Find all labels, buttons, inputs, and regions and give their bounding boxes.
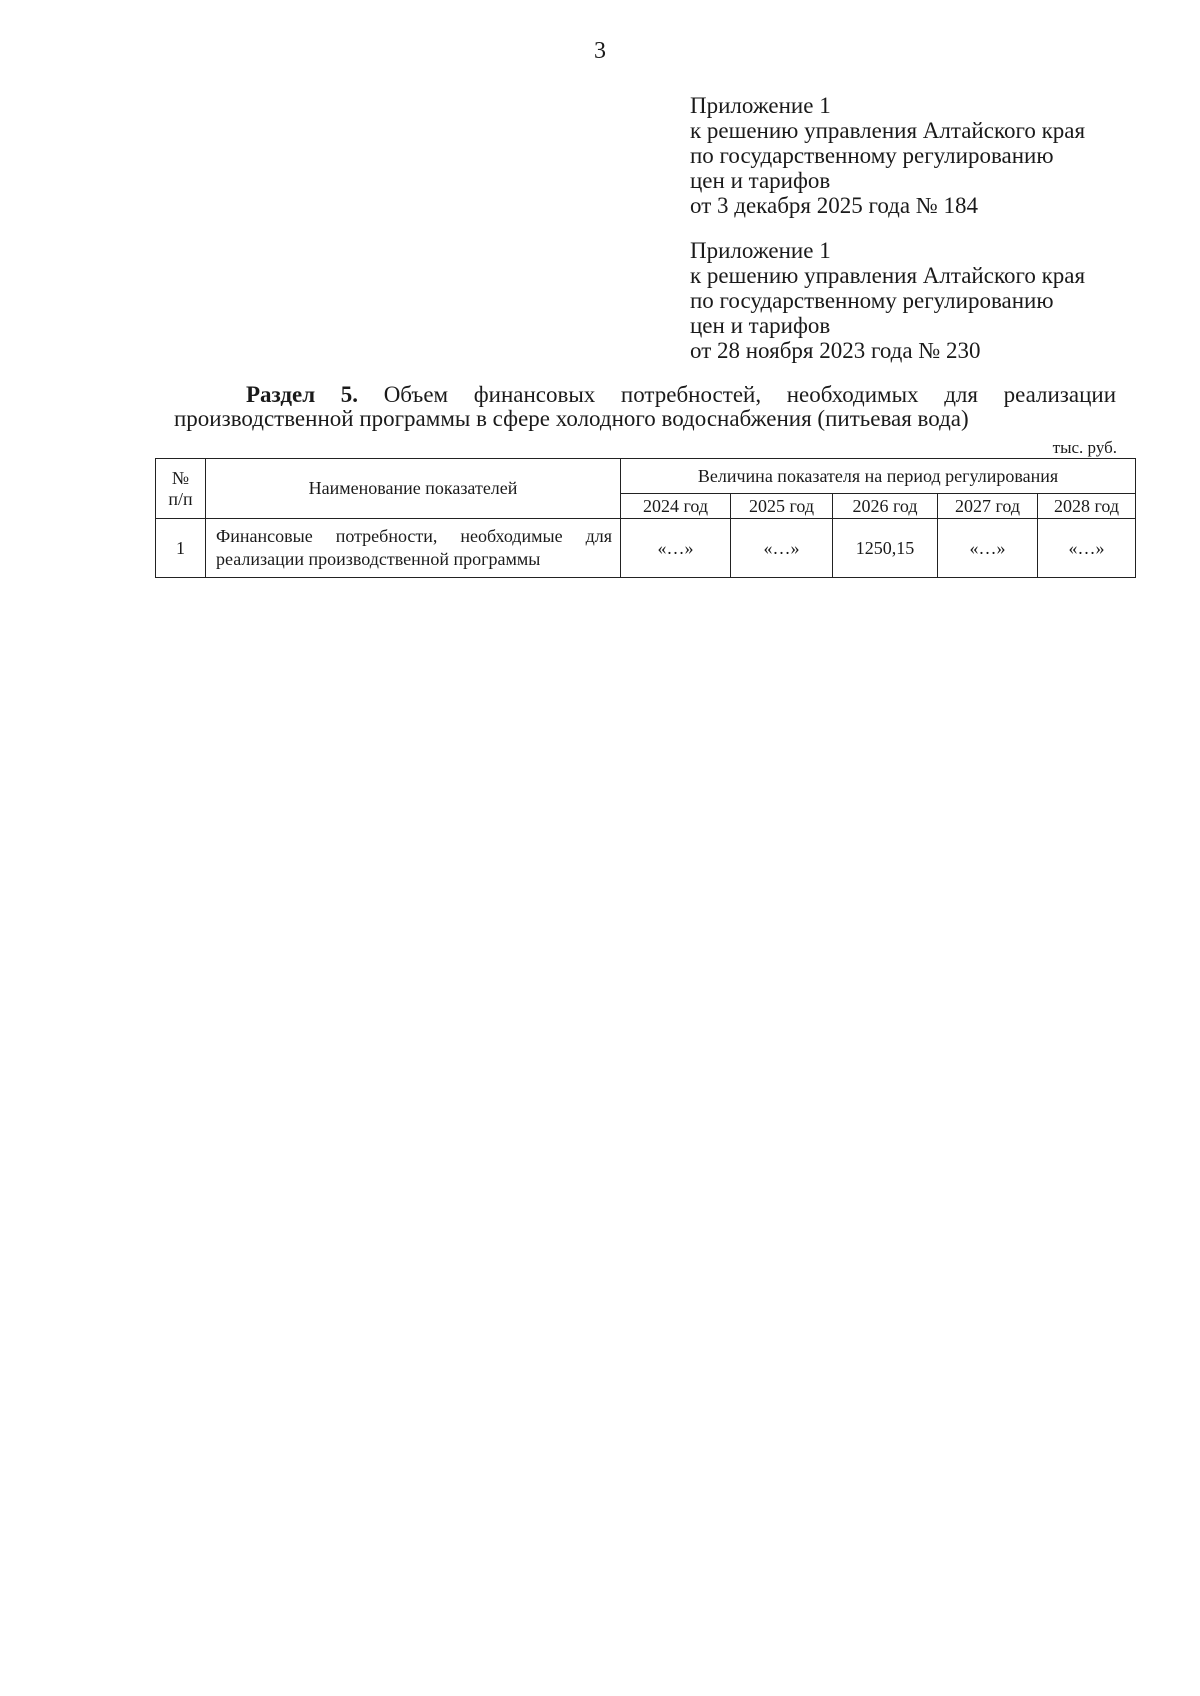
- header-number: [156, 459, 206, 519]
- table-header-row: [156, 459, 1136, 494]
- header-year: 2024 год: [621, 494, 731, 519]
- row-name-line1: Финансовые потребности, необходимые для: [216, 526, 612, 546]
- appendix-previous-line1: к решению управления Алтайского края: [690, 263, 1086, 288]
- header-year: 2026 год: [833, 494, 938, 519]
- row-value: 1250,15: [833, 519, 938, 578]
- row-name: [206, 519, 621, 578]
- header-number-line2: п/п: [168, 488, 193, 509]
- row-value: «…»: [1038, 519, 1136, 578]
- header-year: 2025 год: [731, 494, 833, 519]
- section-label: Раздел 5.: [246, 382, 359, 407]
- row-value: «…»: [621, 519, 731, 578]
- appendix-current-line2: по государственному регулированию: [690, 143, 1054, 168]
- table-row: [156, 519, 1136, 578]
- appendix-previous-title: Приложение 1: [690, 238, 831, 263]
- row-number: 1: [156, 519, 206, 578]
- appendix-current-title: Приложение 1: [690, 93, 831, 118]
- section-heading-text1: Объем финансовых потребностей, необходимых для реализации: [383, 382, 1117, 407]
- appendix-previous-line3: цен и тарифов: [690, 313, 831, 338]
- row-name-line2: реализации производственной программы: [216, 549, 541, 569]
- header-number-line1: №: [171, 467, 190, 488]
- row-value: «…»: [731, 519, 833, 578]
- section-heading: [174, 383, 1116, 431]
- financial-needs-table: [155, 458, 1136, 578]
- appendix-previous-line2: по государственному регулированию: [690, 288, 1054, 313]
- header-year: 2027 год: [938, 494, 1038, 519]
- appendix-previous-line4: от 28 ноября 2023 года № 230: [690, 338, 981, 363]
- section-heading-line1: [174, 383, 1116, 407]
- header-year: 2028 год: [1038, 494, 1136, 519]
- header-name: Наименование показателей: [206, 459, 621, 519]
- units-label: тыс. руб.: [1052, 438, 1117, 457]
- appendix-current-line3: цен и тарифов: [690, 168, 831, 193]
- page-number: 3: [594, 38, 606, 64]
- appendix-current-line4: от 3 декабря 2025 года № 184: [690, 193, 979, 218]
- appendix-current: [690, 93, 1160, 218]
- header-period: Величина показателя на период регулирования: [621, 459, 1136, 494]
- row-value: «…»: [938, 519, 1038, 578]
- appendix-previous: [690, 238, 1160, 363]
- appendix-current-line1: к решению управления Алтайского края: [690, 118, 1086, 143]
- section-heading-line2: производственной программы в сфере холодного водоснабжения (питьевая вода): [174, 406, 969, 431]
